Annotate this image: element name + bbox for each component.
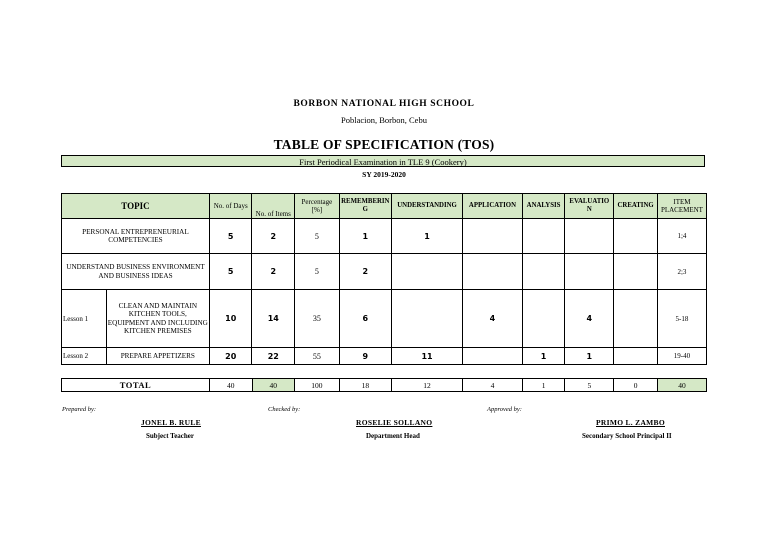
- header-topic: TOPIC: [62, 194, 210, 219]
- total-days: 40: [209, 379, 252, 392]
- total-percentage: 100: [295, 379, 340, 392]
- total-remembering: 18: [339, 379, 391, 392]
- header-percentage: Percentage [%]: [295, 194, 340, 219]
- application-cell: [463, 219, 523, 254]
- total-creating: 0: [614, 379, 658, 392]
- items-cell: 2: [252, 219, 295, 254]
- placement-cell: 2;3: [657, 254, 706, 290]
- percentage-cell: 5: [295, 254, 340, 290]
- header-analysis: ANALYSIS: [522, 194, 565, 219]
- days-cell: 5: [209, 219, 252, 254]
- preparer-name: JONEL B. RULE: [141, 418, 201, 427]
- school-address: Poblacion, Borbon, Cebu: [341, 115, 427, 125]
- header-evaluation: EVALUATIO N: [565, 194, 614, 219]
- header-creating: CREATING: [614, 194, 658, 219]
- table-header-row: [62, 194, 707, 219]
- understanding-cell: [391, 290, 462, 348]
- specification-table: [61, 193, 707, 365]
- approved-by-label: Approved by:: [487, 406, 522, 413]
- prepared-by-label: Prepared by:: [62, 406, 96, 413]
- remembering-cell: 9: [339, 348, 391, 365]
- items-cell: 2: [252, 254, 295, 290]
- header-understanding: UNDERSTANDING: [391, 194, 462, 219]
- application-cell: [463, 348, 523, 365]
- placement-cell: 5-18: [657, 290, 706, 348]
- analysis-cell: [522, 254, 565, 290]
- header-days: No. of Days: [209, 194, 252, 219]
- total-analysis: 1: [522, 379, 565, 392]
- header-placement: ITEM PLACEMENT: [657, 194, 706, 219]
- remembering-cell: 2: [339, 254, 391, 290]
- topic-cell: PERSONAL ENTREPRENEURIAL COMPETENCIES: [62, 219, 210, 254]
- document-title: TABLE OF SPECIFICATION (TOS): [273, 137, 495, 152]
- evaluation-cell: 1: [565, 348, 614, 365]
- approver-position: Secondary School Principal II: [582, 432, 672, 440]
- approver-name: PRIMO L. ZAMBO: [596, 418, 665, 427]
- school-year: SY 2019-2020: [362, 170, 406, 179]
- days-cell: 20: [209, 348, 252, 365]
- topic-cell: UNDERSTAND BUSINESS ENVIRONMENT AND BUSINESS IDEAS: [62, 254, 210, 290]
- total-evaluation: 5: [565, 379, 614, 392]
- placement-cell: 19-40: [657, 348, 706, 365]
- checker-position: Department Head: [366, 432, 420, 440]
- placement-cell: 1;4: [657, 219, 706, 254]
- analysis-cell: 1: [522, 348, 565, 365]
- exam-banner: First Periodical Examination in TLE 9 (Cookery): [61, 155, 705, 167]
- total-application: 4: [463, 379, 523, 392]
- remembering-cell: 1: [339, 219, 391, 254]
- total-label: TOTAL: [62, 379, 210, 392]
- total-items: 40: [252, 379, 295, 392]
- header-remembering: REMEMBERIN G: [339, 194, 391, 219]
- creating-cell: [614, 219, 658, 254]
- topic-cell: PREPARE APPETIZERS: [106, 348, 209, 365]
- evaluation-cell: [565, 219, 614, 254]
- items-cell: 22: [252, 348, 295, 365]
- remembering-cell: 6: [339, 290, 391, 348]
- checked-by-label: Checked by:: [268, 406, 301, 413]
- header-application: APPLICATION: [463, 194, 523, 219]
- total-placement: 40: [657, 379, 706, 392]
- table-row: [62, 290, 707, 348]
- evaluation-cell: [565, 254, 614, 290]
- application-cell: 4: [463, 290, 523, 348]
- days-cell: 5: [209, 254, 252, 290]
- total-table: [61, 378, 707, 392]
- percentage-cell: 55: [295, 348, 340, 365]
- total-row: [62, 379, 707, 392]
- topic-cell: CLEAN AND MAINTAIN KITCHEN TOOLS, EQUIPMENT AND INCLUDING KITCHEN PREMISES: [106, 290, 209, 348]
- analysis-cell: [522, 290, 565, 348]
- analysis-cell: [522, 219, 565, 254]
- understanding-cell: 1: [391, 219, 462, 254]
- creating-cell: [614, 254, 658, 290]
- preparer-position: Subject Teacher: [146, 432, 195, 440]
- table-row: [62, 219, 707, 254]
- checker-name: ROSELIE SOLLANO: [356, 418, 433, 427]
- understanding-cell: [391, 254, 462, 290]
- creating-cell: [614, 290, 658, 348]
- creating-cell: [614, 348, 658, 365]
- percentage-cell: 35: [295, 290, 340, 348]
- total-understanding: 12: [391, 379, 462, 392]
- school-name: BORBON NATIONAL HIGH SCHOOL: [293, 99, 475, 109]
- lesson-label: Lesson 2: [62, 348, 107, 365]
- items-cell: 14: [252, 290, 295, 348]
- application-cell: [463, 254, 523, 290]
- table-row: [62, 348, 707, 365]
- understanding-cell: 11: [391, 348, 462, 365]
- table-row: [62, 254, 707, 290]
- percentage-cell: 5: [295, 219, 340, 254]
- days-cell: 10: [209, 290, 252, 348]
- lesson-label: Lesson 1: [62, 290, 107, 348]
- evaluation-cell: 4: [565, 290, 614, 348]
- header-items: No. of Items: [252, 194, 295, 219]
